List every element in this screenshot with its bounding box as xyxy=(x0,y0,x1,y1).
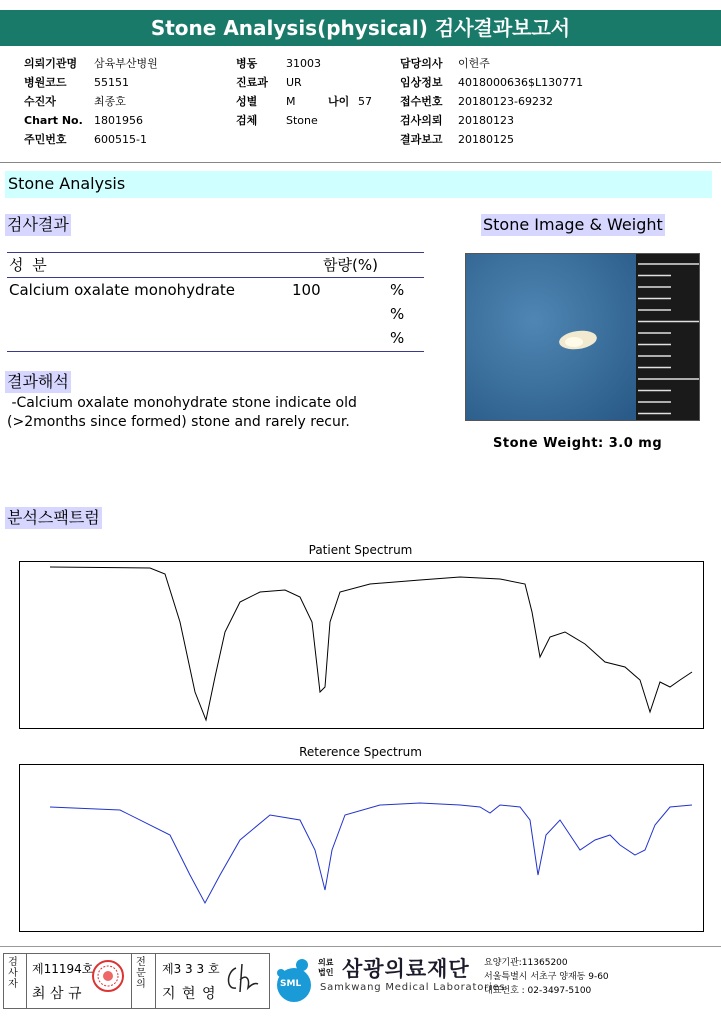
table-top-line xyxy=(7,252,424,253)
corp-small-1: 의료 xyxy=(318,958,334,967)
label-age: 나이 xyxy=(328,95,350,108)
label-receipt-no: 접수번호 xyxy=(400,95,443,108)
interpretation-line-2: (>2months since formed) stone and rarely recur. xyxy=(7,414,350,430)
spectrum-heading: 분석스팩트럼 xyxy=(7,508,100,527)
corp-small-label xyxy=(318,958,333,978)
value-age: 57 xyxy=(358,95,372,108)
header-col2 xyxy=(236,54,372,130)
label-resident-no: 주민번호 xyxy=(24,133,67,146)
patient-spectrum-chart xyxy=(19,561,704,729)
stone-photo-graphic xyxy=(466,254,699,420)
value-specimen: Stone xyxy=(286,114,318,127)
org-address: 서울특별시 서초구 양재동 9-60 xyxy=(484,972,609,982)
value-request-date: 20180123 xyxy=(458,114,514,127)
label-institution: 의뢰기관명 xyxy=(24,57,78,70)
stone-weight: Stone Weight: 3.0 mg xyxy=(493,436,663,451)
reference-spectrum-line xyxy=(50,803,692,903)
reference-spectrum-title: Reterence Spectrum xyxy=(299,745,422,759)
sig-divider-3 xyxy=(155,953,156,1008)
value-department: UR xyxy=(286,76,302,89)
value-patient: 최종호 xyxy=(94,95,126,108)
stone-image-heading: Stone Image & Weight xyxy=(483,215,663,234)
row-3-unit: % xyxy=(390,329,405,347)
patient-spectrum-title: Patient Spectrum xyxy=(308,543,413,557)
row-1-component: Calcium oxalate monohydrate xyxy=(9,281,236,299)
value-chart-no: 1801956 xyxy=(94,114,143,127)
v-label-examiner-text: 검사자 xyxy=(8,957,18,990)
value-resident-no: 600515-1 xyxy=(94,133,147,146)
value-ward: 31003 xyxy=(286,57,321,70)
examiner-license: 제11194호 xyxy=(32,962,94,976)
sig-divider-2 xyxy=(131,953,132,1008)
sml-logo-text: SML xyxy=(280,979,302,989)
v-label-specialist-text: 전문의 xyxy=(136,957,146,990)
result-heading: 검사결과 xyxy=(7,215,69,234)
stone-photo xyxy=(465,253,700,421)
value-sex: M xyxy=(286,95,296,108)
row-1-value: 100 xyxy=(292,281,321,299)
seal-graphic xyxy=(94,962,122,990)
examiner-seal xyxy=(92,960,124,992)
examiner-name: 최 삼 규 xyxy=(32,986,82,1002)
table-bottom-line xyxy=(7,351,424,352)
header-col1 xyxy=(24,54,158,149)
label-doctor: 담당의사 xyxy=(400,57,443,70)
label-specimen: 검체 xyxy=(236,114,258,127)
org-english-name: Samkwang Medical Laboratories xyxy=(320,982,506,993)
label-hospital-code: 병원코드 xyxy=(24,76,67,89)
value-hospital-code: 55151 xyxy=(94,76,129,89)
header-divider xyxy=(0,162,721,163)
report-title: Stone Analysis(physical) 검사결과보고서 xyxy=(0,10,721,46)
label-ward: 병동 xyxy=(236,57,258,70)
specialist-signature xyxy=(222,958,262,998)
header-col3 xyxy=(400,54,583,149)
label-chart-no: Chart No. xyxy=(24,114,83,127)
label-patient: 수진자 xyxy=(24,95,56,108)
col-header-content: 함량(%) xyxy=(323,256,378,274)
value-report-date: 20180125 xyxy=(458,133,514,146)
specialist-name: 지 현 영 xyxy=(162,986,217,1002)
label-sex: 성별 xyxy=(236,95,258,108)
v-label-examiner xyxy=(5,957,21,990)
value-clinical-info: 4018000636$L130771 xyxy=(458,76,584,89)
value-doctor: 이헌주 xyxy=(458,57,490,70)
table-header-line xyxy=(7,277,424,278)
corp-small-2: 법인 xyxy=(318,968,334,977)
interpretation-heading: 결과해석 xyxy=(7,372,69,391)
reference-spectrum-chart xyxy=(19,764,704,932)
interpretation-line-1: -Calcium oxalate monohydrate stone indicate old xyxy=(7,395,357,411)
col-header-component: 성 분 xyxy=(9,256,49,274)
row-2-unit: % xyxy=(390,305,405,323)
v-label-specialist xyxy=(133,957,149,990)
label-department: 진료과 xyxy=(236,76,268,89)
section-bar-stone-analysis: Stone Analysis xyxy=(5,171,712,198)
org-name: 삼광의료재단 xyxy=(342,957,470,981)
sig-divider-1 xyxy=(26,953,27,1008)
label-report-date: 결과보고 xyxy=(400,133,443,146)
reference-spectrum-svg xyxy=(20,765,703,931)
org-phone: 대표번호 : 02-3497-5100 xyxy=(484,986,592,996)
sml-logo xyxy=(272,955,316,1003)
value-receipt-no: 20180123-69232 xyxy=(458,95,553,108)
label-request-date: 검사의뢰 xyxy=(400,114,443,127)
patient-spectrum-line xyxy=(50,567,692,720)
patient-spectrum-svg xyxy=(20,562,703,728)
footer-divider xyxy=(0,946,721,947)
specialist-license: 제3 3 3 호 xyxy=(162,962,220,976)
value-institution: 삼육부산병원 xyxy=(94,57,158,70)
row-1-unit: % xyxy=(390,281,405,299)
org-code: 요양기관:11365200 xyxy=(484,958,568,968)
label-clinical-info: 임상정보 xyxy=(400,76,443,89)
org-contact xyxy=(484,956,609,998)
